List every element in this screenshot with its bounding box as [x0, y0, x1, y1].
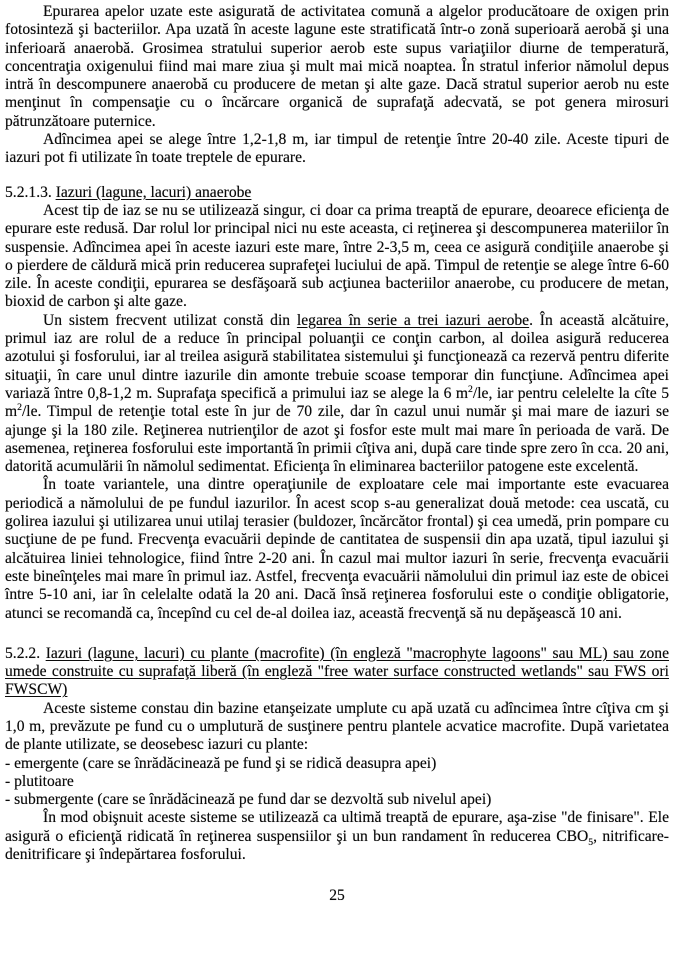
paragraph-anaerobic-lagoons — [5, 202, 669, 312]
subscript: 5 — [588, 836, 594, 848]
text-run: 5.2.2. — [5, 644, 46, 662]
text-run: Adîncimea apei se alege între 1,2-1,8 m, iar timpul de retenţie între 20-40 zile. Aceste tipuri de iazuri pot fi utilizate în toate treptele de epurare. — [5, 131, 669, 167]
text-run: Epurarea apelor uzate este asigurată de activitatea comună a algelor producătoare de oxigen prin fotosinteză şi bacteriilor. Apa uzată în aceste lagune este stratificată într-o zonă superioară aerobă şi una inferioară anaerobă. Grosimea stratului superior aerob este supus variaţiilor diurne de temperatură, concentraţia oxigenului fiind mai mare ziua şi mult mai mică noaptea. În stratul inferior nămolul depus intră în descompunere anaerobă cu producere de metan şi alte gaze. Dacă stratul superior aerob nu este menţinut în compensaţie cu o încărcare organică de suprafaţă adecvată, se pot genera mirosuri pătrunzătoare puternice. — [5, 3, 669, 130]
underlined-text: Iazuri (lagune, lacuri) cu plante (macrofite) (în engleză "macrophyte lagoons" sau ML) sau zone umede construite cu suprafaţă liberă (în engleză "free water surface constructed wetlands" sau FWS ori FWSCW) — [5, 644, 670, 699]
superscript: 2 — [17, 402, 22, 414]
paragraph-finishing-stage — [5, 809, 669, 864]
paragraph-aerobic-lagoons — [5, 3, 669, 131]
list-item-emergente — [5, 755, 669, 773]
text-run: - submergente (care se înrădăcinează pe fund dar se dezvoltă sub nivelul apei) — [5, 791, 492, 809]
superscript: 2 — [468, 383, 473, 395]
paragraph-sludge-evacuation — [5, 476, 669, 622]
paragraph-depth-retention — [5, 131, 669, 168]
list-item-plutitoare — [5, 773, 669, 791]
text-run: - plutitoare — [5, 772, 74, 790]
heading-5-2-1-3 — [5, 184, 669, 202]
text-run: Acest tip de iaz se nu se utilizează singur, ci doar ca prima treaptă de epurare, deoarece eficienţa de epurare este redusă. Dar rolul lor principal nici nu este aceasta, ci reţinerea şi descompunerea materiilor în suspensie. Adîncimea apei în aceste iazuri este mare, între 2-3,5 m, ceea ce asigură condiţiile anaerobe şi o pierdere de căldură mică prin reducerea suprafeţei luciului de apă. Timpul de retenţie se alege între 6-60 zile. În aceste condiţii, epurarea se desfăşoară sub acţiunea bacteriilor anaerobe, cu producere de metan, bioxid de carbon şi alte gaze. — [5, 201, 669, 311]
paragraph-series-system — [5, 312, 669, 477]
text-run: . În această alcătuire, primul iaz are rolul de a reduce în principal poluanţii ce conţin carbon, al doilea asigură reducerea azotului şi fosforului, iar al treilea asigură stabilitatea sistemului şi funcţionează ca rezervă pentru diferite situaţii, în care unul dintre iazurile din amonte trebuie scoase temporar din funcţiune. Adîncimea apei variază între 0,8-1,2 m. Suprafaţa specifică a primului iaz se alege la 6 m — [5, 311, 669, 402]
text-run: În mod obişnuit aceste sisteme se utilizează ca ultimă treaptă de epurare, aşa-zise "de finisare". Ele asigură o eficienţă ridicată în reţinerea suspensiilor şi un bun randament în reducerea CBO — [5, 809, 669, 845]
page-number: 25 — [329, 887, 345, 905]
text-run: 5.2.1.3. — [5, 183, 56, 201]
text-run: În toate variantele, una dintre operaţiunile de exploatare cele mai importante este evacuarea periodică a nămolului de pe fundul iazurilor. În acest scop s-au generalizat două metode: cea uscată, cu golirea iazului şi utilizarea unui utilaj terasier (buldozer, încărcător frontal) şi cea umedă, prin pompare cu sucţiune de pe fund. Frecvenţa evacuării depinde de cantitatea de suspensii din apa uzată, tipul iazului şi alcătuirea liniei tehnologice, fiind între 2-20 ani. În cazul mai multor iazuri în serie, frecvenţa evacuării este bineînţeles mai mare în primul iaz. Astfel, frecvenţa evacuării nămolului din primul iaz este de obicei între 5-10 ani, iar în celelalte odată la 20 ani. Dacă însă reţinerea fosforului este o condiţie obligatorie, atunci se recomandă ca, începînd cu cel de-al doilea iaz, această frecvenţă să nu depăşească 10 ani. — [5, 476, 669, 622]
underlined-text: legarea în serie a trei iazuri aerobe — [296, 311, 530, 329]
text-run: - emergente (care se înrădăcinează pe fund şi se ridică deasupra apei) — [5, 754, 437, 772]
text-run: , nitrificare-denitrificare şi îndepărtarea fosforului. — [5, 827, 669, 864]
heading-5-2-2 — [5, 645, 669, 700]
text-run: /le, iar pentru celelelte la cîte 5 m — [5, 384, 669, 421]
text-run: Aceste sisteme constau din bazine etanşeizate umplute cu apă uzată cu adîncimea între cîţiva cm şi 1,0 m, prevăzute pe fund cu o umplutură de susţinere pentru plantele acvatice macrofite. După varietatea de plante utilizate, se deosebesc iazuri cu plante: — [5, 699, 669, 754]
document-body — [5, 3, 669, 864]
text-run: /le. Timpul de retenţie total este în jur de 70 zile, dar în cazul unui număr şi mai mare de iazuri se ajunge şi la 180 zile. Reţinerea nutrienţilor de azot şi fosfor este mult mai mare în perioada de vară. De asemenea, reţinerea fosforului este importantă în primii cîţiva ani, după care tinde spre zero în cca. 20 ani, datorită acumulării în nămolul sedimentat. Eficienţa în eliminarea bacteriilor patogene este excelentă. — [5, 403, 669, 476]
underlined-text: Iazuri (lagune, lacuri) anaerobe — [55, 183, 252, 201]
paragraph-macrophyte-systems — [5, 700, 669, 755]
list-item-submergente — [5, 791, 669, 809]
text-run: Un sistem frecvent utilizat constă din — [43, 311, 297, 329]
